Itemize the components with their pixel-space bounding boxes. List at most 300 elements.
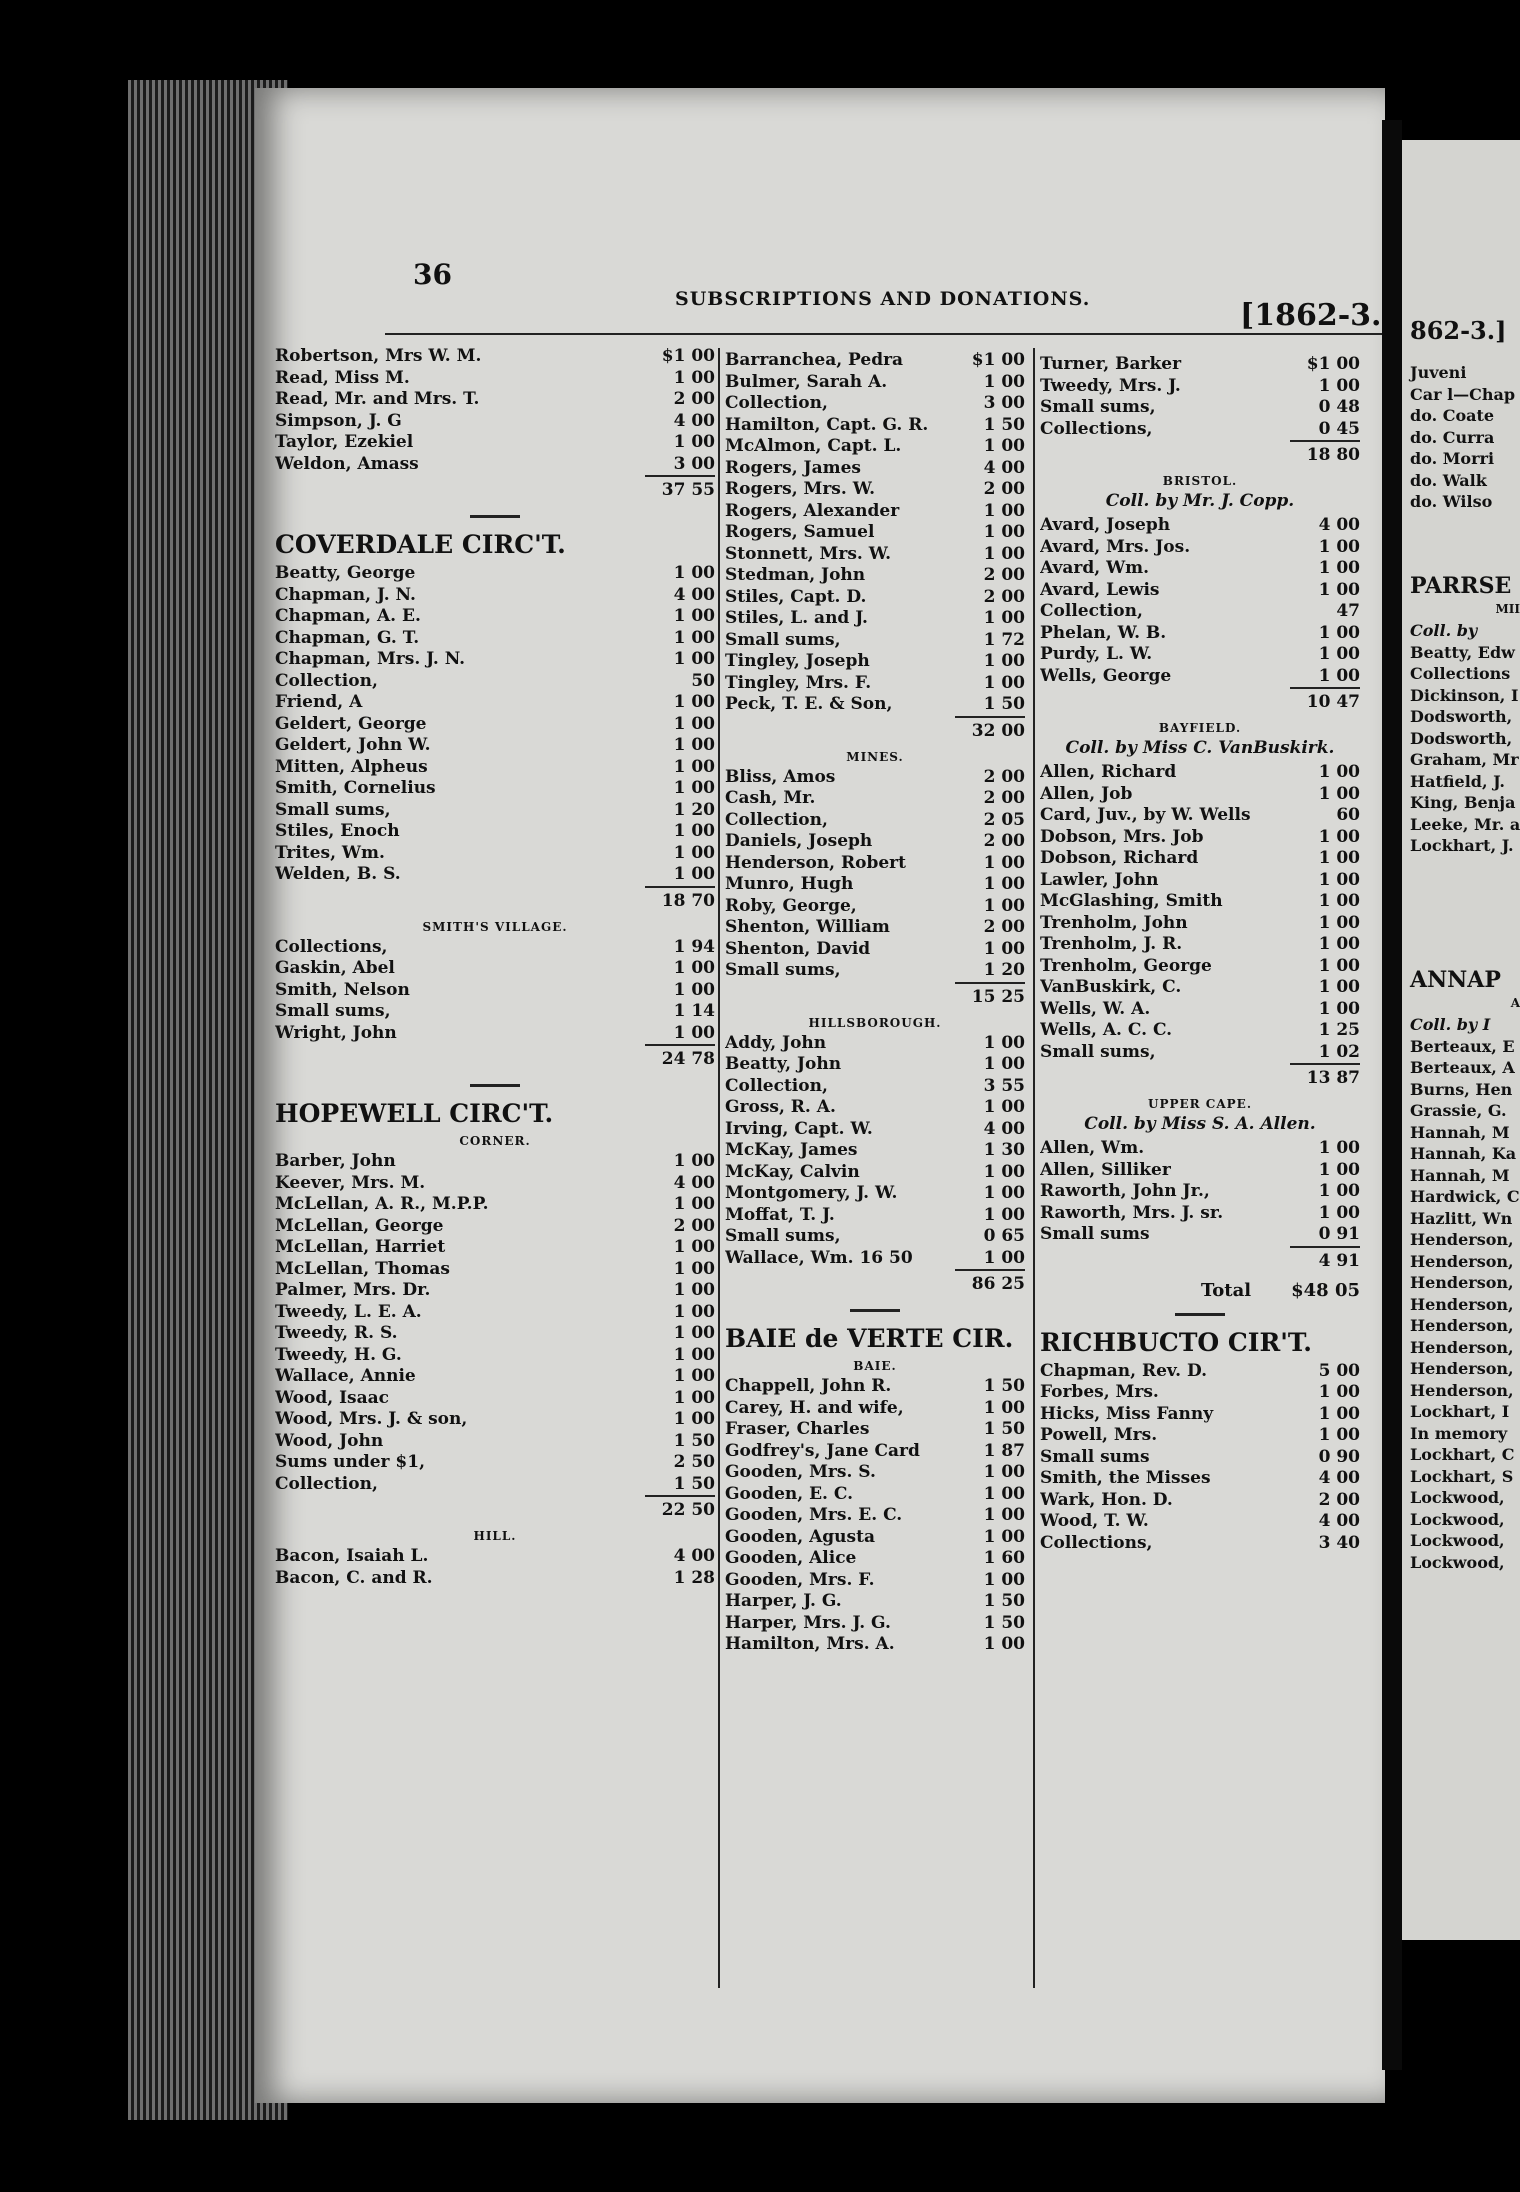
entry-name: Stonnett, Mrs. W. bbox=[725, 543, 892, 564]
entry-name: Rogers, Alexander bbox=[725, 500, 900, 521]
ledger-entry bbox=[275, 563, 715, 585]
subsection-heading: BAIE. bbox=[853, 1359, 897, 1373]
entry-amount: 1 00 bbox=[1318, 622, 1360, 643]
entry-amount: 1 00 bbox=[1318, 665, 1360, 686]
entry-name: Weldon, Amass bbox=[275, 453, 419, 474]
entry-amount: 1 00 bbox=[1318, 1403, 1360, 1424]
ledger-entry bbox=[1040, 1533, 1360, 1555]
entry-name: Stiles, L. and J. bbox=[725, 608, 868, 628]
facing-entry: Henderson, bbox=[1410, 1273, 1514, 1292]
entry-amount: 4 00 bbox=[983, 1118, 1025, 1139]
entry-amount: 1 00 bbox=[983, 1569, 1025, 1590]
entry-amount: 1 00 bbox=[1318, 1382, 1360, 1402]
entry-amount: $1 00 bbox=[971, 350, 1025, 370]
subtotal: 13 87 bbox=[1290, 1063, 1360, 1091]
entry-amount: 4 00 bbox=[1318, 1468, 1360, 1488]
entry-amount: 4 00 bbox=[673, 1546, 715, 1566]
ledger-entry bbox=[1040, 666, 1360, 688]
section-divider bbox=[470, 515, 520, 518]
entry-name: Small sums, bbox=[275, 1001, 391, 1021]
ledger-entry bbox=[725, 565, 1025, 587]
entry-name: Tweedy, Mrs. J. bbox=[1040, 375, 1181, 396]
facing-entry: Hannah, M bbox=[1410, 1165, 1510, 1185]
facing-entry: Juveni bbox=[1410, 363, 1467, 382]
entry-name: Barber, John bbox=[275, 1151, 396, 1171]
facing-entry: Lockwood, bbox=[1410, 1531, 1505, 1550]
entry-name: Purdy, L. W. bbox=[1040, 644, 1153, 664]
entry-amount: 0 48 bbox=[1318, 397, 1360, 417]
ledger-entry bbox=[725, 1484, 1025, 1506]
subtotal: 22 50 bbox=[645, 1495, 715, 1523]
ledger-entry bbox=[1040, 1468, 1360, 1490]
ledger-entry bbox=[1040, 1203, 1360, 1225]
entry-amount: 1 30 bbox=[983, 1140, 1025, 1160]
entry-name: Wood, Isaac bbox=[275, 1387, 390, 1408]
facing-year: 862-3.] bbox=[1410, 316, 1507, 345]
ledger-entry bbox=[1040, 1181, 1360, 1203]
ledger-entry bbox=[725, 810, 1025, 832]
entry-name: Tingley, Joseph bbox=[725, 651, 870, 671]
ledger-entry bbox=[1040, 784, 1360, 806]
entry-name: Tweedy, R. S. bbox=[275, 1323, 398, 1343]
ledger-entry bbox=[275, 671, 715, 693]
entry-amount: 1 00 bbox=[983, 1483, 1025, 1504]
ledger-entry bbox=[1040, 977, 1360, 999]
entry-amount: 1 00 bbox=[1318, 536, 1360, 557]
ledger-entry bbox=[275, 1409, 715, 1431]
ledger-entry bbox=[725, 608, 1025, 630]
entry-name: Gooden, Mrs. E. C. bbox=[725, 1505, 903, 1525]
entry-amount: 2 00 bbox=[983, 586, 1025, 607]
entry-name: McKay, James bbox=[725, 1140, 858, 1160]
ledger-entry bbox=[1040, 1020, 1360, 1042]
entry-amount: 1 00 bbox=[983, 1183, 1025, 1203]
section-heading: COVERDALE CIRC'T. bbox=[275, 530, 566, 559]
entry-amount: 2 00 bbox=[983, 831, 1025, 851]
entry-name: Rogers, Samuel bbox=[725, 522, 875, 542]
ledger-entry bbox=[1040, 870, 1360, 892]
ledger-entry bbox=[725, 1527, 1025, 1549]
entry-amount: 1 00 bbox=[1318, 1159, 1360, 1180]
entry-amount: 1 00 bbox=[673, 778, 715, 798]
ledger-entry bbox=[1040, 397, 1360, 419]
entry-amount: 1 50 bbox=[673, 1473, 715, 1494]
entry-amount: 2 50 bbox=[673, 1452, 715, 1472]
entry-amount: 1 00 bbox=[673, 1387, 715, 1408]
ledger-entry bbox=[725, 1054, 1025, 1076]
ledger-entry bbox=[275, 1280, 715, 1302]
entry-amount: 4 00 bbox=[673, 1172, 715, 1193]
entry-amount: 1 00 bbox=[1318, 955, 1360, 976]
entry-name: Collection, bbox=[725, 393, 828, 413]
ledger-entry bbox=[725, 1505, 1025, 1527]
facing-entry: In memory bbox=[1410, 1423, 1508, 1443]
ledger-entry bbox=[725, 630, 1025, 652]
entry-name: VanBuskirk, C. bbox=[1040, 977, 1182, 997]
column-divider bbox=[1033, 348, 1035, 1988]
ledger-entry bbox=[1040, 1042, 1360, 1064]
entry-name: Harper, J. G. bbox=[725, 1591, 842, 1611]
entry-amount: 1 00 bbox=[673, 1323, 715, 1343]
entry-amount: 1 20 bbox=[983, 960, 1025, 980]
entry-name: Gooden, E. C. bbox=[725, 1483, 854, 1504]
entry-name: Roby, George, bbox=[725, 895, 857, 916]
entry-name: Forbes, Mrs. bbox=[1040, 1382, 1159, 1402]
page-year: [1862-3. bbox=[1240, 298, 1382, 333]
ledger-entry bbox=[725, 1419, 1025, 1441]
ledger-entry bbox=[725, 436, 1025, 458]
ledger-entry bbox=[725, 415, 1025, 437]
subsection-heading: SMITH'S VILLAGE. bbox=[422, 919, 568, 934]
ledger-entry bbox=[275, 958, 715, 980]
facing-entry: Lockhart, J. bbox=[1410, 836, 1514, 855]
entry-name: Trenholm, George bbox=[1040, 955, 1212, 976]
facing-entry: Lockwood, bbox=[1410, 1509, 1505, 1529]
entry-name: Small sums, bbox=[1040, 397, 1156, 417]
ledger-entry bbox=[275, 1474, 715, 1496]
entry-amount: 1 00 bbox=[983, 543, 1025, 564]
ledger-entry bbox=[1040, 354, 1360, 376]
entry-amount: 1 00 bbox=[1318, 1202, 1360, 1223]
entry-amount: 47 bbox=[1336, 601, 1360, 621]
entry-name: Wood, Mrs. J. & son, bbox=[275, 1409, 468, 1429]
ledger-entry bbox=[1040, 558, 1360, 580]
entry-name: Small sums, bbox=[275, 799, 391, 820]
entry-amount: 1 00 bbox=[673, 1237, 715, 1257]
entry-name: Wood, T. W. bbox=[1040, 1511, 1149, 1531]
entry-name: Chapman, Mrs. J. N. bbox=[275, 649, 466, 669]
ledger-entry bbox=[725, 1076, 1025, 1098]
entry-name: McAlmon, Capt. L. bbox=[725, 436, 902, 456]
entry-name: Geldert, George bbox=[275, 713, 427, 734]
facing-entry: Car l—Chap bbox=[1410, 384, 1516, 404]
entry-amount: 1 00 bbox=[983, 608, 1025, 628]
entry-name: Friend, A bbox=[275, 692, 363, 712]
header-rule bbox=[385, 333, 1385, 335]
entry-name: McLellan, A. R., M.P.P. bbox=[275, 1194, 489, 1214]
ledger-entry bbox=[1040, 1361, 1360, 1383]
ledger-entry bbox=[725, 522, 1025, 544]
ledger-entry bbox=[275, 1302, 715, 1324]
facing-entry: do. Coate bbox=[1410, 406, 1495, 425]
ledger-entry bbox=[275, 1023, 715, 1045]
entry-name: Allen, Richard bbox=[1040, 762, 1177, 782]
entry-name: Peck, T. E. & Son, bbox=[725, 694, 893, 714]
entry-amount: 1 00 bbox=[673, 1258, 715, 1279]
entry-amount: 1 00 bbox=[673, 1022, 715, 1043]
ledger-entry bbox=[275, 1237, 715, 1259]
entry-name: Chapman, A. E. bbox=[275, 606, 421, 626]
ledger-entry bbox=[275, 1173, 715, 1195]
entry-amount: 60 bbox=[1336, 805, 1360, 825]
entry-amount: 1 60 bbox=[983, 1548, 1025, 1568]
facing-entry: Hannah, Ka bbox=[1410, 1144, 1517, 1163]
ledger-entry bbox=[1040, 1490, 1360, 1512]
ledger-entry bbox=[1040, 1224, 1360, 1246]
entry-amount: 1 00 bbox=[673, 1301, 715, 1322]
ledger-entry bbox=[275, 937, 715, 959]
ledger-entry bbox=[1040, 827, 1360, 849]
entry-name: Wallace, Annie bbox=[275, 1366, 416, 1386]
entry-name: Mitten, Alpheus bbox=[275, 756, 428, 777]
facing-entry: Lockhart, C bbox=[1410, 1445, 1515, 1464]
entry-amount: $1 00 bbox=[1306, 354, 1360, 374]
entry-amount: 4 00 bbox=[1318, 1511, 1360, 1531]
entry-name: Collections, bbox=[1040, 418, 1153, 439]
entry-name: Trenholm, John bbox=[1040, 912, 1188, 933]
facing-entry: Lockwood, bbox=[1410, 1488, 1505, 1507]
facing-entry: Henderson, bbox=[1410, 1316, 1514, 1335]
entry-amount: 5 00 bbox=[1318, 1360, 1360, 1381]
subtotal: 32 00 bbox=[955, 716, 1025, 744]
entry-name: Beatty, John bbox=[725, 1054, 842, 1074]
entry-name: Small sums bbox=[1040, 1446, 1150, 1467]
facing-sub: MII bbox=[1495, 601, 1520, 616]
entry-name: Dobson, Richard bbox=[1040, 848, 1199, 868]
facing-entry: Leeke, Mr. a bbox=[1410, 814, 1520, 834]
ledger-entry bbox=[725, 874, 1025, 896]
entry-amount: 1 00 bbox=[983, 1097, 1025, 1117]
entry-amount: 1 00 bbox=[983, 852, 1025, 873]
ledger-entry bbox=[275, 843, 715, 865]
book-gutter bbox=[1382, 120, 1402, 2070]
entry-name: Card, Juv., by W. Wells bbox=[1040, 805, 1251, 825]
facing-entry: Burns, Hen bbox=[1410, 1079, 1513, 1099]
ledger-entry bbox=[275, 389, 715, 411]
entry-name: Taylor, Ezekiel bbox=[275, 432, 414, 452]
entry-name: Beatty, George bbox=[275, 563, 416, 583]
ledger-entry bbox=[1040, 1138, 1360, 1160]
entry-amount: 2 00 bbox=[983, 565, 1025, 585]
ledger-entry bbox=[725, 1205, 1025, 1227]
entry-name: Stedman, John bbox=[725, 565, 866, 585]
facing-entry: Grassie, G. bbox=[1410, 1101, 1507, 1120]
collector-line: Coll. by Miss C. VanBuskirk. bbox=[1065, 738, 1335, 758]
entry-name: Allen, Job bbox=[1040, 783, 1133, 804]
entry-name: Carey, H. and wife, bbox=[725, 1397, 904, 1418]
facing-entry: Hannah, M bbox=[1410, 1122, 1510, 1142]
entry-name: Hamilton, Capt. G. R. bbox=[725, 414, 929, 435]
entry-name: Tweedy, L. E. A. bbox=[275, 1301, 422, 1322]
ledger-entry bbox=[725, 960, 1025, 982]
entry-amount: 1 50 bbox=[673, 1430, 715, 1451]
entry-name: Stiles, Enoch bbox=[275, 821, 400, 841]
entry-amount: 1 00 bbox=[983, 1247, 1025, 1268]
entry-name: Chapman, G. T. bbox=[275, 627, 420, 648]
entry-amount: 1 00 bbox=[983, 1397, 1025, 1418]
entry-name: Wark, Hon. D. bbox=[1040, 1489, 1173, 1510]
entry-name: Rogers, James bbox=[725, 457, 861, 478]
ledger-entry bbox=[275, 454, 715, 476]
facing-entry: do. Walk bbox=[1410, 470, 1487, 490]
facing-entry: Lockwood, bbox=[1410, 1552, 1505, 1572]
entry-amount: 1 00 bbox=[1318, 762, 1360, 782]
ledger-entry bbox=[725, 372, 1025, 394]
entry-name: Wood, John bbox=[275, 1430, 384, 1451]
entry-amount: 1 50 bbox=[983, 694, 1025, 714]
entry-amount: 0 91 bbox=[1318, 1224, 1360, 1244]
entry-amount: 1 00 bbox=[983, 1462, 1025, 1482]
facing-entry: Hardwick, C bbox=[1410, 1187, 1520, 1206]
entry-amount: 1 00 bbox=[673, 842, 715, 863]
entry-name: Gooden, Mrs. S. bbox=[725, 1462, 876, 1482]
ledger-entry bbox=[275, 606, 715, 628]
entry-name: Wells, George bbox=[1040, 665, 1172, 686]
entry-amount: 1 00 bbox=[983, 651, 1025, 671]
ledger-entry bbox=[725, 917, 1025, 939]
entry-name: Irving, Capt. W. bbox=[725, 1118, 873, 1139]
ledger-entry bbox=[275, 1001, 715, 1023]
entry-name: Shenton, David bbox=[725, 938, 871, 959]
subsection-heading: HILL. bbox=[473, 1529, 517, 1543]
ledger-entry bbox=[725, 1570, 1025, 1592]
entry-amount: 2 00 bbox=[1318, 1489, 1360, 1510]
facing-entry: Dodsworth, bbox=[1410, 728, 1513, 748]
entry-name: Harper, Mrs. J. G. bbox=[725, 1612, 891, 1633]
ledger-entry bbox=[725, 1097, 1025, 1119]
entry-name: Daniels, Joseph bbox=[725, 831, 873, 851]
ledger-entry bbox=[725, 1033, 1025, 1055]
section-divider bbox=[1175, 1313, 1225, 1316]
entry-amount: 1 00 bbox=[673, 713, 715, 734]
entry-amount: 1 00 bbox=[673, 692, 715, 712]
entry-amount: 1 28 bbox=[673, 1567, 715, 1588]
ledger-entry bbox=[275, 1546, 715, 1568]
entry-amount: 1 00 bbox=[673, 1280, 715, 1300]
facing-entry: Lockhart, I bbox=[1410, 1402, 1510, 1421]
facing-heading: PARRSE bbox=[1410, 572, 1512, 599]
ledger-entry bbox=[275, 1151, 715, 1173]
entry-name: Wright, John bbox=[275, 1022, 397, 1043]
facing-entry: Henderson, bbox=[1410, 1251, 1514, 1271]
entry-name: Godfrey's, Jane Card bbox=[725, 1440, 920, 1461]
section-heading: BAIE de VERTE CIR. bbox=[725, 1324, 1014, 1353]
entry-amount: 1 00 bbox=[673, 756, 715, 777]
entry-name: McLellan, Thomas bbox=[275, 1258, 450, 1279]
entry-name: Barranchea, Pedra bbox=[725, 350, 904, 370]
ledger-entry bbox=[275, 778, 715, 800]
ledger-entry bbox=[275, 649, 715, 671]
entry-name: Sums under $1, bbox=[275, 1452, 425, 1472]
facing-entry: Henderson, bbox=[1410, 1337, 1514, 1357]
entry-name: Small sums bbox=[1040, 1224, 1150, 1244]
entry-amount: 3 00 bbox=[673, 453, 715, 474]
grand-total bbox=[1040, 1280, 1360, 1301]
ledger-entry bbox=[725, 393, 1025, 415]
facing-page bbox=[1402, 140, 1520, 1940]
facing-entry: Berteaux, E bbox=[1410, 1036, 1515, 1056]
entry-name: Tweedy, H. G. bbox=[275, 1344, 402, 1365]
ledger-entry bbox=[1040, 419, 1360, 441]
entry-name: Collection, bbox=[1040, 601, 1143, 621]
ledger-entry bbox=[275, 714, 715, 736]
entry-amount: 1 00 bbox=[673, 649, 715, 669]
entry-amount: 2 00 bbox=[983, 788, 1025, 808]
entry-amount: 2 00 bbox=[983, 479, 1025, 499]
entry-name: Avard, Joseph bbox=[1040, 515, 1171, 535]
facing-entry: Beatty, Edw bbox=[1410, 642, 1515, 662]
entry-amount: 0 65 bbox=[983, 1226, 1025, 1246]
subsection-heading: MINES. bbox=[846, 749, 904, 764]
entry-name: Collection, bbox=[275, 1473, 378, 1494]
ledger-entry bbox=[275, 692, 715, 714]
entry-name: Tingley, Mrs. F. bbox=[725, 672, 872, 693]
subtotal: 15 25 bbox=[955, 982, 1025, 1010]
ledger-entry bbox=[275, 585, 715, 607]
section-heading: RICHBUCTO CIR'T. bbox=[1040, 1327, 1313, 1357]
subtotal: 4 91 bbox=[1290, 1246, 1360, 1274]
entry-amount: 4 00 bbox=[1318, 515, 1360, 535]
entry-name: Addy, John bbox=[725, 1032, 827, 1053]
ledger-entry bbox=[1040, 1382, 1360, 1404]
facing-entry: Dickinson, I bbox=[1410, 685, 1519, 705]
ledger-entry bbox=[275, 368, 715, 390]
subtotal: 18 70 bbox=[645, 886, 715, 914]
ledger-entry bbox=[725, 458, 1025, 480]
entry-amount: 1 00 bbox=[983, 1505, 1025, 1525]
entry-amount: 1 00 bbox=[1318, 912, 1360, 933]
subtotal: 24 78 bbox=[645, 1044, 715, 1072]
section-divider bbox=[850, 1309, 900, 1312]
ledger-entry bbox=[275, 1568, 715, 1590]
entry-name: Avard, Mrs. Jos. bbox=[1040, 536, 1191, 557]
entry-amount: 4 00 bbox=[983, 457, 1025, 478]
entry-amount: 1 00 bbox=[1318, 644, 1360, 664]
ledger-entry bbox=[275, 735, 715, 757]
entry-amount: 1 50 bbox=[983, 414, 1025, 435]
entry-amount: 1 00 bbox=[673, 1344, 715, 1365]
entry-name: Simpson, J. G bbox=[275, 410, 402, 431]
entry-amount: 1 00 bbox=[983, 1161, 1025, 1182]
entry-amount: 1 14 bbox=[673, 1001, 715, 1021]
entry-amount: 1 00 bbox=[983, 1032, 1025, 1053]
facing-heading: ANNAP bbox=[1410, 966, 1501, 993]
entry-name: Gooden, Mrs. F. bbox=[725, 1569, 875, 1590]
entry-name: Collection, bbox=[725, 809, 828, 830]
facing-entry: Graham, Mr bbox=[1410, 750, 1519, 769]
entry-name: McGlashing, Smith bbox=[1040, 891, 1223, 911]
entry-amount: 1 50 bbox=[983, 1376, 1025, 1396]
entry-amount: 1 00 bbox=[673, 606, 715, 626]
entry-amount: 2 00 bbox=[673, 1215, 715, 1236]
entry-amount: 2 00 bbox=[673, 389, 715, 409]
entry-amount: 1 00 bbox=[1318, 1181, 1360, 1201]
entry-amount: 1 00 bbox=[673, 735, 715, 755]
ledger-entry bbox=[275, 1345, 715, 1367]
ledger-entry bbox=[275, 1388, 715, 1410]
entry-name: Keever, Mrs. M. bbox=[275, 1172, 426, 1193]
ledger-entry bbox=[1040, 601, 1360, 623]
entry-name: Chapman, J. N. bbox=[275, 584, 416, 605]
entry-amount: 3 55 bbox=[983, 1075, 1025, 1096]
ledger-entry bbox=[1040, 1447, 1360, 1469]
entry-name: Munro, Hugh bbox=[725, 874, 854, 894]
column-1 bbox=[275, 346, 715, 1589]
ledger-entry bbox=[725, 673, 1025, 695]
section-divider bbox=[470, 1084, 520, 1087]
ledger-entry bbox=[725, 1376, 1025, 1398]
entry-name: Raworth, Mrs. J. sr. bbox=[1040, 1202, 1224, 1223]
entry-name: Phelan, W. B. bbox=[1040, 622, 1167, 643]
entry-name: Powell, Mrs. bbox=[1040, 1425, 1158, 1445]
entry-name: Geldert, John W. bbox=[275, 735, 431, 755]
ledger-entry bbox=[1040, 1511, 1360, 1533]
facing-coll: Coll. by I bbox=[1410, 1015, 1491, 1034]
entry-name: Allen, Wm. bbox=[1040, 1138, 1145, 1158]
entry-amount: 1 00 bbox=[673, 1194, 715, 1214]
ledger-entry bbox=[1040, 644, 1360, 666]
subsection-heading: CORNER. bbox=[459, 1134, 531, 1148]
